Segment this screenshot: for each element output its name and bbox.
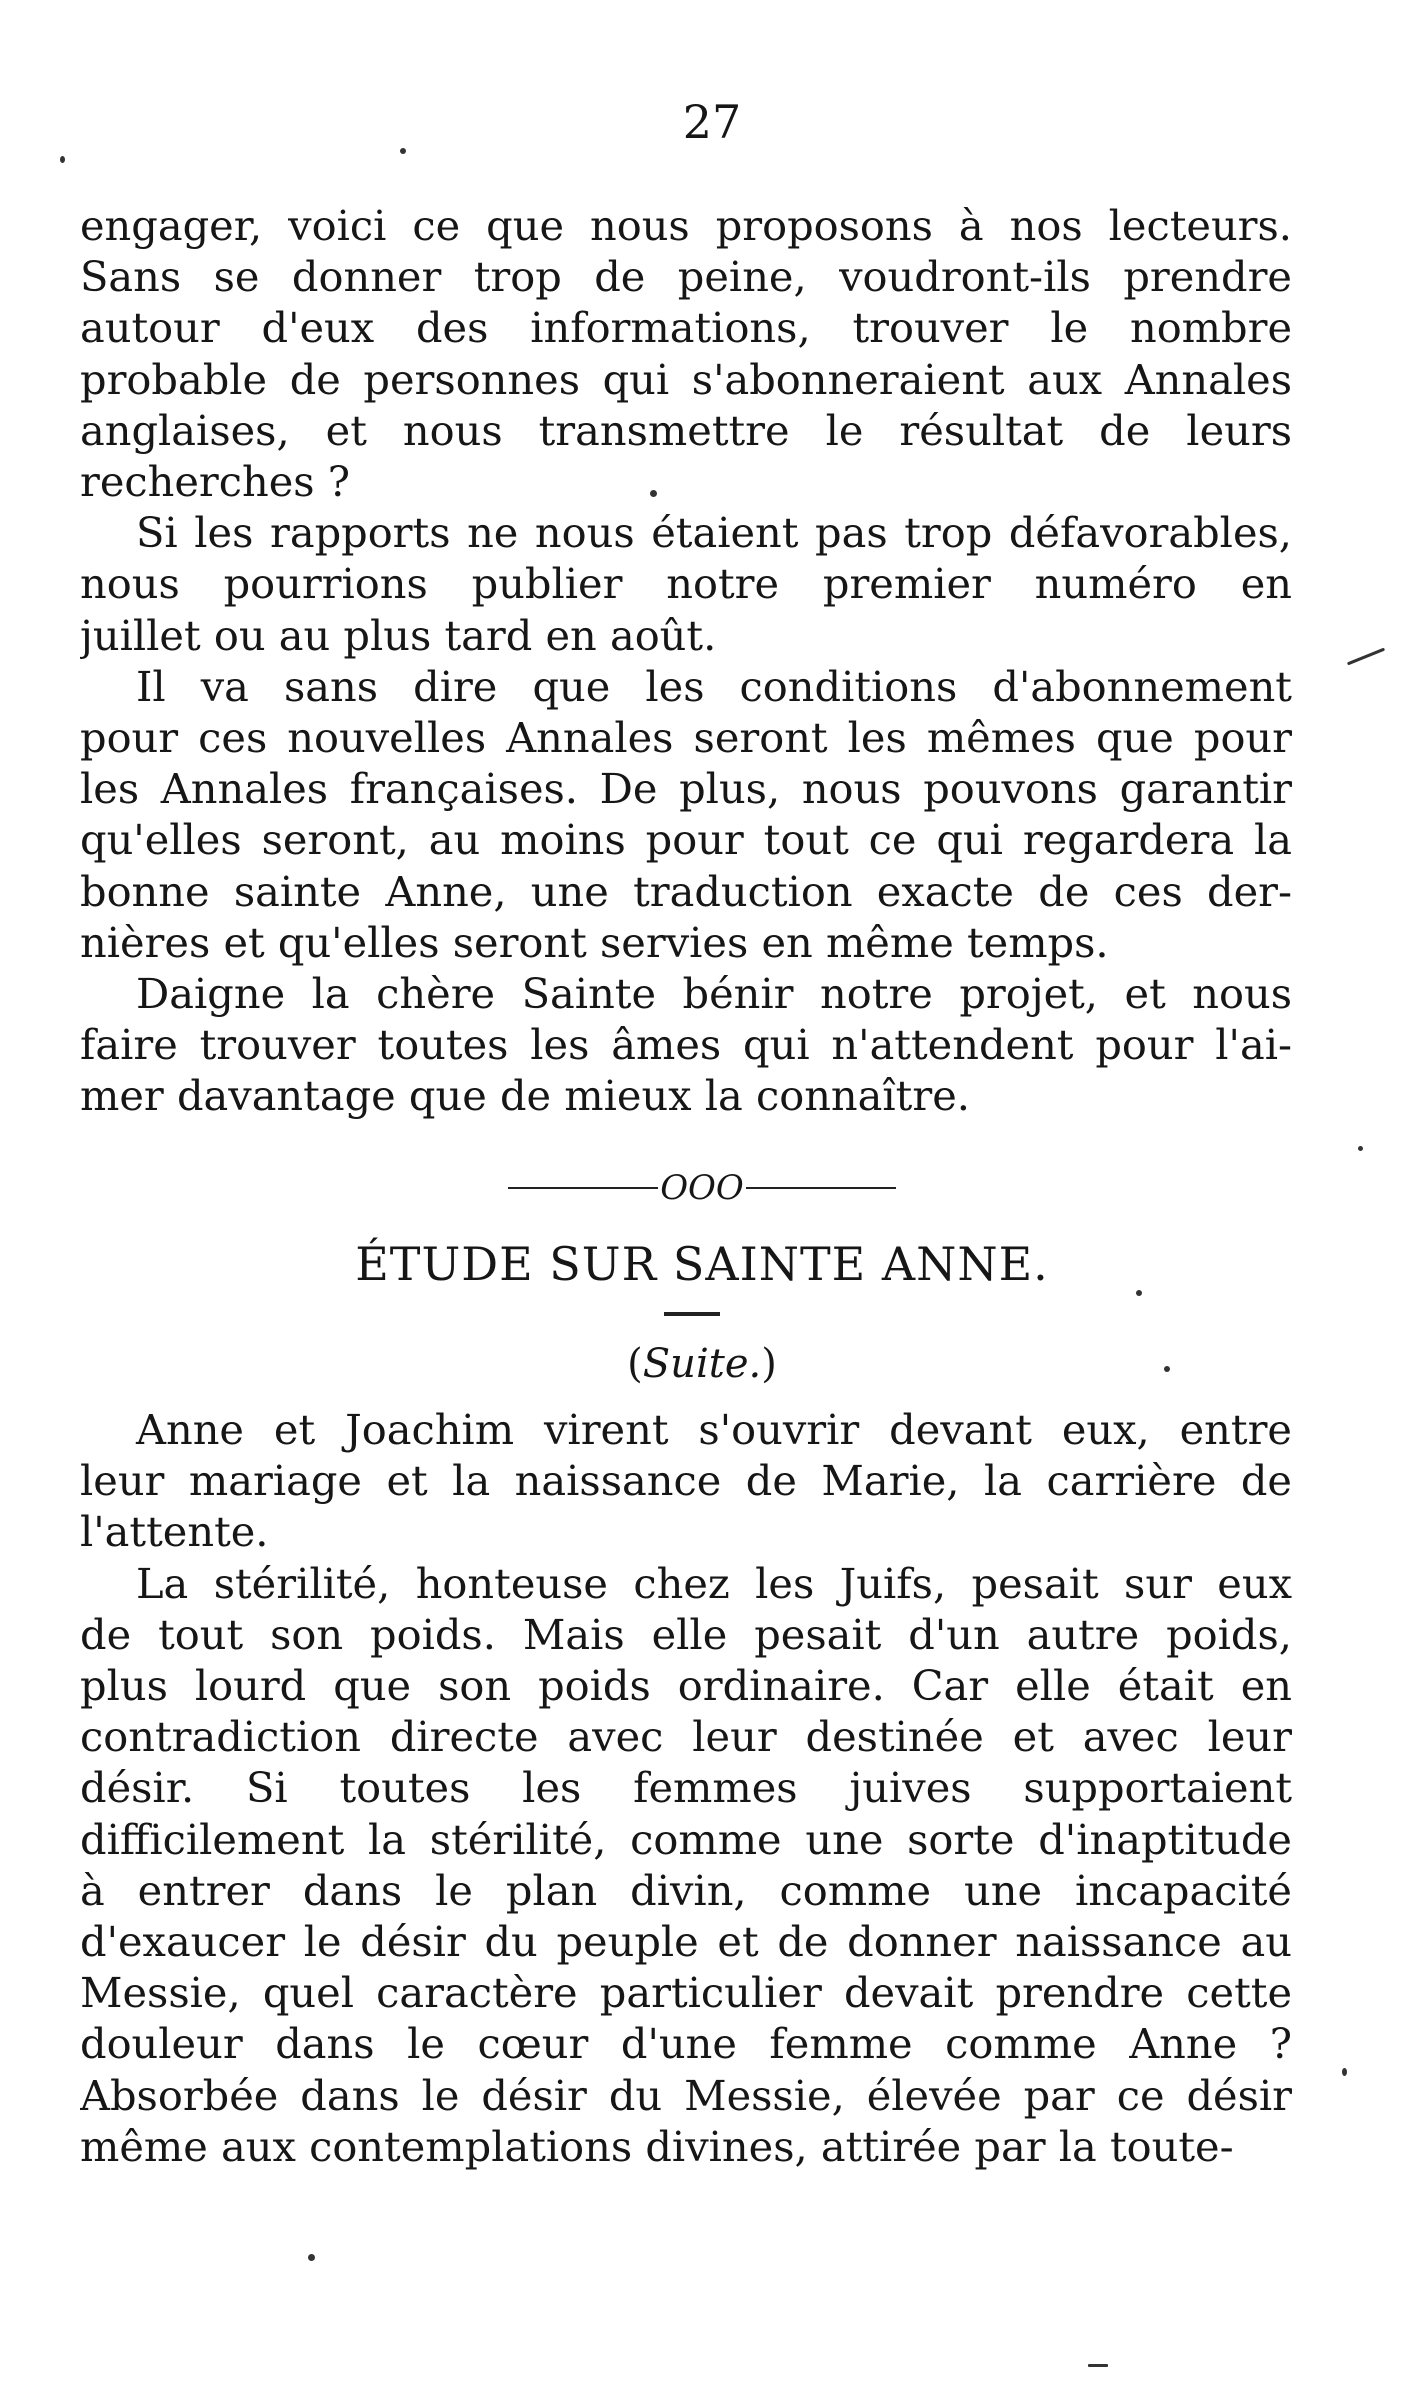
separator-rule-right [746, 1187, 896, 1189]
text-line: Anne et Joachim virent s'ouvrir devant eux, entre [136, 1405, 1292, 1454]
text-line: même aux contemplations divines, attirée par la toute- [80, 2121, 1234, 2171]
text-line: anglaises, et nous transmettre le résultat de leurs [80, 405, 1292, 455]
text-line: pour ces nouvelles Annales seront les mêmes que pour [80, 713, 1292, 763]
print-speck [1164, 1366, 1170, 1372]
text-line: plus lourd que son poids ordinaire. Car elle était en [80, 1661, 1292, 1711]
separator-mark: OOO [660, 1168, 744, 1208]
text-line: leur mariage et la naissance de Marie, la carrière de [80, 1456, 1292, 1506]
text-line: les Annales françaises. De plus, nous pouvons garantir [80, 764, 1292, 814]
text-line: difficilement la stérilité, comme une sorte d'inaptitude [80, 1814, 1292, 1864]
paragraph [80, 1404, 1292, 1558]
print-speck [1342, 2068, 1347, 2076]
paragraph [80, 1558, 1292, 2172]
text-line: nous pourrions publier notre premier numéro en [80, 559, 1292, 609]
text-line: juillet ou au plus tard en août. [80, 610, 717, 660]
text-line: faire trouver toutes les âmes qui n'attendent pour l'ai- [80, 1020, 1292, 1070]
text-line: autour d'eux des informations, trouver le nombre [80, 303, 1292, 353]
print-speck [650, 490, 657, 497]
study-text [80, 1404, 1292, 2172]
section-subtitle [0, 1334, 1404, 1394]
subtitle-open: ( [627, 1341, 643, 1387]
print-speck [400, 148, 406, 154]
text-line: d'exaucer le désir du peuple et de donner naissance au [80, 1917, 1292, 1967]
article-continuation [80, 200, 1292, 1122]
section-title: ÉTUDE SUR SAINTE ANNE. [355, 1237, 1049, 1291]
text-line: Daigne la chère Sainte bénir notre projet, et nous [136, 969, 1292, 1019]
text-line: engager, voici ce que nous proposons à nos lecteurs. [80, 201, 1292, 250]
section-separator [0, 1164, 1404, 1210]
text-line: nières et qu'elles seront servies en même temps. [80, 917, 1109, 967]
paragraph [80, 968, 1292, 1122]
text-line: probable de personnes qui s'abonneraient aux Annales [80, 354, 1292, 404]
paragraph [80, 507, 1292, 661]
text-line: l'attente. [80, 1507, 269, 1557]
text-line: Messie, quel caractère particulier devait prendre cette [80, 1968, 1292, 2018]
text-line: Il va sans dire que les conditions d'abonnement [136, 661, 1292, 711]
print-speck [1088, 2364, 1108, 2367]
text-line: Sans se donner trop de peine, voudront-ils prendre [80, 252, 1292, 302]
print-speck [1136, 1290, 1142, 1296]
text-line: bonne sainte Anne, une traduction exacte de ces der- [80, 866, 1292, 916]
text-line: mer davantage que de mieux la connaître. [80, 1071, 970, 1121]
paragraph [80, 661, 1292, 968]
text-line: La stérilité, honteuse chez les Juifs, pesait sur eux [136, 1558, 1292, 1608]
print-speck [1347, 648, 1385, 666]
subtitle-close: ) [761, 1341, 777, 1387]
text-line: désir. Si toutes les femmes juives supportaient [80, 1763, 1292, 1813]
text-line: qu'elles seront, au moins pour tout ce qui regardera la [80, 815, 1292, 865]
text-line: douleur dans le cœur d'une femme comme Anne ? [80, 2019, 1292, 2069]
text-line: de tout son poids. Mais elle pesait d'un autre poids, [80, 1609, 1292, 1659]
text-line: Si les rapports ne nous étaient pas trop défavorables, [136, 508, 1292, 558]
subtitle-word: Suite. [642, 1341, 762, 1387]
print-speck [1358, 1146, 1363, 1151]
text-line: recherches ? [80, 457, 351, 507]
text-line: contradiction directe avec leur destinée et avec leur [80, 1712, 1292, 1762]
page-number: 27 [682, 95, 742, 149]
text-line: Absorbée dans le désir du Messie, élevée par ce désir [80, 2070, 1292, 2120]
title-rule [664, 1312, 720, 1316]
separator-rule-left [508, 1187, 658, 1189]
print-speck [308, 2254, 315, 2261]
text-line: à entrer dans le plan divin, comme une incapacité [80, 1865, 1292, 1915]
print-speck [60, 156, 65, 163]
paragraph [80, 200, 1292, 507]
